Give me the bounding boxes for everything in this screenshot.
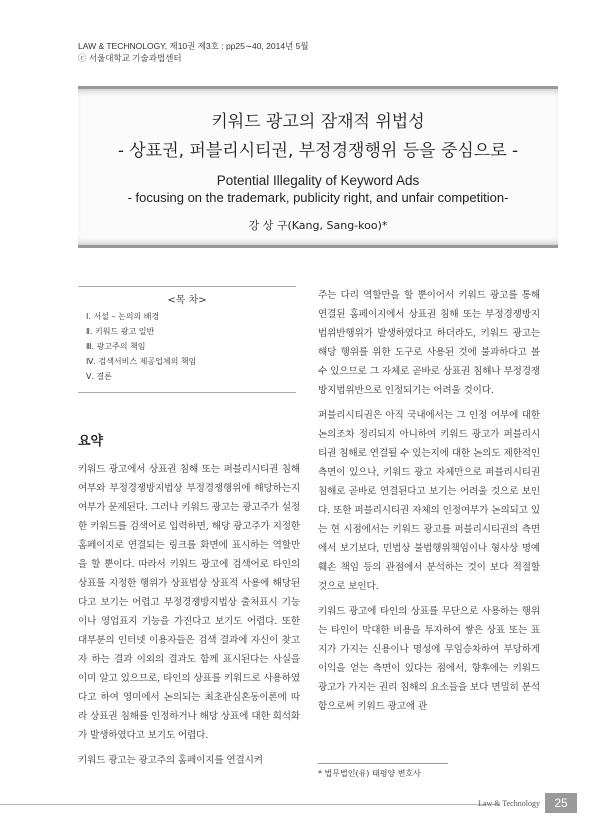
title-box [78, 86, 558, 248]
korean-subtitle: - 상표권, 퍼블리시티권, 부정경쟁행위 등을 중심으로 - [117, 141, 519, 161]
page-number: 25 [545, 793, 577, 813]
english-title: Potential Illegality of Keyword Ads [216, 173, 420, 188]
right-column [318, 286, 540, 716]
toc-item: Ⅲ. 광고주의 책임 [86, 342, 146, 351]
toc-item: Ⅱ. 키워드 광고 일반 [86, 327, 155, 336]
footnote: * 법무법인(유) 태평양 변호사 [318, 769, 421, 778]
left-column [78, 460, 300, 770]
body-paragraph: 주는 다리 역할만을 할 뿐이어서 키워드 광고를 통해 연결된 홈페이지에서 상표권 침해 또는 부정경쟁방지법위반행위가 발생하였다고 하더라도, 키워드 광고는 해당 행위를 위한 도구로 사용된 것에 불과하다고 볼 수 있으므로 그 자체로 곧바로 상표권 침해나 부정경쟁방지법위반으로 인정되기는 어려울 것이다. [318, 290, 540, 396]
toc-item: Ⅰ. 서설 – 논의의 배경 [86, 312, 160, 321]
korean-title: 키워드 광고의 잠재적 위법성 [211, 112, 425, 132]
body-paragraph: 퍼블리시티권은 아직 국내에서는 그 인정 여부에 대한 논의조차 정리되지 아니하여 키워드 광고가 퍼블리시티권 침해로 연결될 수 있는지에 대한 논의도 제한적인 측면이 있으나, 키워드 광고 자체만으로 퍼블리시티권 침해로 곧바로 연결된다고 보기는 어려울 것으로 보인다. 또한 퍼블리시티권 자체의 인정여부가 논의되고 있는 현 시점에서는 키워드 광고를 퍼블리시티권의 측면에서 보기보다, 민법상 불법행위책임이나 형사상 명예훼손 책임 등의 관점에서 분석하는 것이 보다 적절할 것으로 보인다. [318, 410, 540, 592]
table-of-contents [78, 286, 296, 393]
toc-item: Ⅴ. 결론 [86, 372, 113, 381]
journal-copyright: ⓒ 서울대학교 기술과법센터 [78, 53, 182, 63]
toc-list [86, 309, 296, 384]
english-subtitle: - focusing on the trademark, publicity right, and unfair competition- [127, 190, 509, 205]
footnote-divider [318, 763, 448, 764]
author: 강 상 구(Kang, Sang-koo)* [248, 219, 388, 232]
toc-item: Ⅳ. 검색서비스 제공업체의 책임 [86, 357, 197, 366]
body-paragraph: 키워드 광고는 광고주의 홈페이지를 연결시켜 [78, 755, 263, 766]
toc-header: <목 차> [167, 295, 207, 306]
journal-info [78, 40, 309, 64]
abstract-heading: 요약 [78, 434, 104, 449]
footer-rule [0, 804, 500, 805]
journal-citation: LAW & TECHNOLOGY, 제10권 제3호 : pp25∼40, 2014년 5월 [78, 41, 309, 51]
body-paragraph: 키워드 광고에 타인의 상표를 무단으로 사용하는 행위는 타인이 막대한 비용을 투자하여 쌓은 상표 또는 표지가 가지는 신용이나 명성에 무임승차하여 부당하게 이익을 얻는 측면이 있다는 점에서, 향후에는 키워드 광고가 가지는 권리 침해의 요소들을 보다 면밀히 분석함으로써 키워드 광고에 관 [318, 606, 540, 712]
footer-journal-label: Law & Technology [478, 799, 540, 808]
body-paragraph: 키워드 광고에서 상표권 침해 또는 퍼블리시티권 침해 여부와 부정경쟁방지법상 부정경쟁행위에 해당하는지 여부가 문제된다. 그러나 키워드 광고는 광고주가 설정한 키워드를 검색어로 입력하면, 해당 광고주가 지정한 홈페이지로 연결되는 링크를 화면에 표시하는 역할만을 할 뿐이다. 따라서 키워드 광고에 검색어로 타인의 상표를 지정한 행위가 상표법상 상표적 사용에 해당된다고 보기는 어렵고 부정경쟁방지법상 출처표시 기능이나 영업표지 기능을 가진다고 보기도 어렵다. 또한 대부분의 인터넷 이용자들은 검색 결과에 자신이 찾고자 하는 결과 이외의 결과도 함께 표시된다는 사실을 이미 알고 있으므로, 타인의 상표를 키워드로 사용하였다고 하여 영미에서 논의되는 최초관심혼동이론에 따라 상표권 침해를 인정하거나 해당 상표에 대한 희석화가 발생하였다고 보기도 어렵다. [78, 464, 300, 741]
